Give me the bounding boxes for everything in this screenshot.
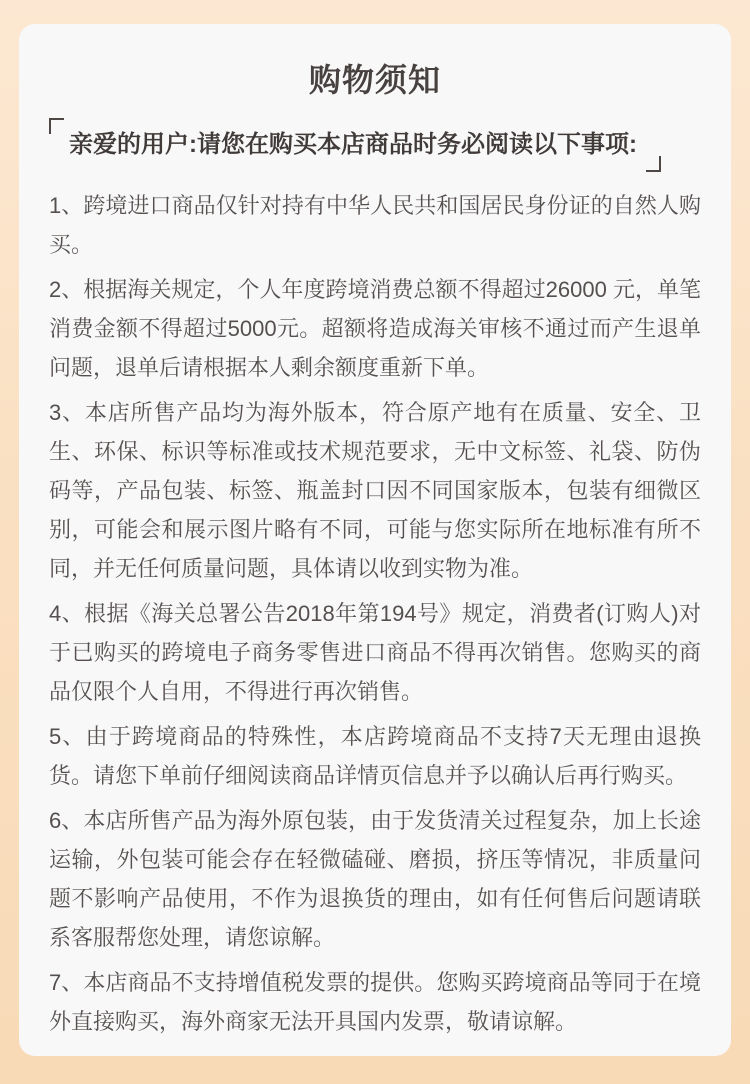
notice-item: 6、本店所售产品为海外原包装，由于发货清关过程复杂，加上长途运输，外包装可能会存在轻微磕碰、磨损，挤压等情况，非质量问题不影响产品使用，不作为退换货的理由，如有任何售后问题请联系客服帮您处理，请您谅解。 [49, 808, 701, 950]
notice-list [49, 186, 701, 1041]
notice-item: 5、由于跨境商品的特殊性，本店跨境商品不支持7天无理由退换货。请您下单前仔细阅读商品详情页信息并予以确认后再行购买。 [49, 724, 701, 788]
notice-item: 4、根据《海关总署公告2018年第194号》规定，消费者(订购人)对于已购买的跨境电子商务零售进口商品不得再次销售。您购买的商品仅限个人自用，不得进行再次销售。 [49, 601, 701, 704]
page-title: 购物须知 [308, 62, 441, 98]
notice-item: 1、跨境进口商品仅针对持有中华人民共和国居民身份证的自然人购买。 [49, 193, 701, 257]
notice-item: 2、根据海关规定，个人年度跨境消费总额不得超过26000 元，单笔消费金额不得超过5000元。超额将造成海关审核不通过而产生退单问题，退单后请根据本人剩余额度重新下单。 [49, 277, 701, 380]
notice-card [19, 24, 731, 1056]
corner-bracket-open-icon [49, 118, 64, 134]
corner-bracket-close-icon [646, 156, 661, 172]
notice-header-text: 亲爱的用户:请您在购买本店商品时务必阅读以下事项: [69, 131, 637, 158]
notice-header [49, 122, 701, 168]
notice-item: 7、本店商品不支持增值税发票的提供。您购买跨境商品等同于在境外直接购买，海外商家无法开具国内发票，敬请谅解。 [49, 970, 701, 1034]
notice-item: 3、本店所售产品均为海外版本，符合原产地有在质量、安全、卫生、环保、标识等标准或技术规范要求，无中文标签、礼袋、防伪码等，产品包装、标签、瓶盖封口因不同国家版本，包装有细微区别，可能会和展示图片略有不同，可能与您实际所在地标准有所不同，并无任何质量问题，具体请以收到实物为准。 [49, 400, 701, 581]
